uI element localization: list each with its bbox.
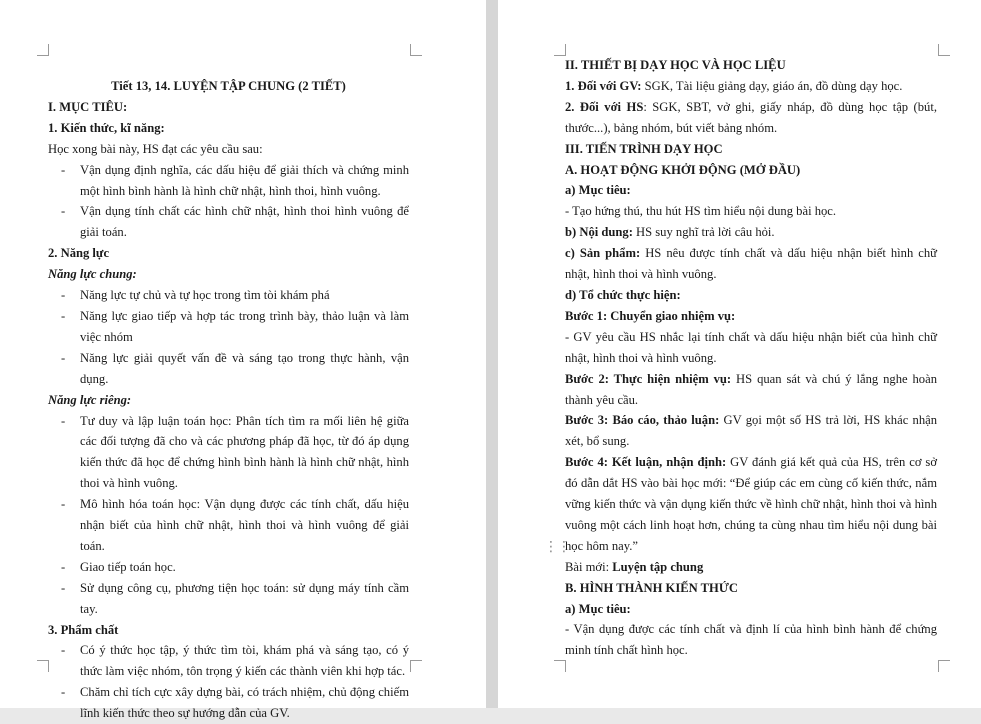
student-text: : SGK, SBT, vở ghi, giấy nháp, đồ dùng học tập (bút, thước...), bảng nhóm, bút viết bảng nhóm. bbox=[565, 99, 937, 135]
new-lesson-line bbox=[565, 557, 937, 578]
margin-mark-top-left bbox=[37, 44, 49, 56]
document-page-right bbox=[498, 0, 981, 708]
content-paragraph bbox=[565, 222, 937, 243]
step4-text: GV đánh giá kết quả của HS, trên cơ sở đó dẫn dắt HS vào bài học mới: “Để giúp các em cùng cố kiến thức, nắm vững kiến thức và vận dụng kiến thức về hình chữ nhật, hình thoi và hình vuông một cách linh hoạt hơn, chúng ta cùng nhau tìm hiểu nội dung bài học hôm nay.” bbox=[565, 455, 937, 553]
knowledge-skills-heading: 1. Kiến thức, kĩ năng: bbox=[48, 120, 165, 135]
teacher-text: SGK, Tài liệu giảng dạy, giáo án, đồ dùng dạy học. bbox=[641, 78, 903, 93]
margin-mark-bottom-left bbox=[554, 660, 566, 672]
left-page-content[interactable] bbox=[48, 76, 409, 724]
right-page-content[interactable] bbox=[565, 55, 937, 661]
knowledge-item: - Vận dụng định nghĩa, các dấu hiệu để giải thích và chứng minh một hình bình hành là hình chữ nhật, hình thoi, hình vuông. bbox=[48, 160, 409, 202]
step2-text: HS quan sát và chú ý lắng nghe hoàn thành yêu cầu. bbox=[565, 371, 937, 407]
specific-competency-heading: Năng lực riêng: bbox=[48, 392, 132, 407]
content-text: HS suy nghĩ trả lời câu hỏi. bbox=[632, 225, 775, 240]
product-text: HS nêu được tính chất và dấu hiệu nhận biết hình chữ nhật, hình thoi và hình vuông. bbox=[565, 246, 937, 282]
objectives-intro: Học xong bài này, HS đạt các yêu cầu sau: bbox=[48, 141, 263, 156]
step4-paragraph bbox=[565, 452, 937, 557]
drag-handle-icon[interactable]: ⋮⋮ bbox=[544, 539, 570, 555]
product-label: c) Sản phẩm: bbox=[565, 246, 641, 261]
knowledge-item: - Vận dụng tính chất các hình chữ nhật, hình thoi hình vuông để giải toán. bbox=[48, 201, 409, 243]
margin-mark-top-right bbox=[938, 44, 950, 56]
step1-heading: Bước 1: Chuyển giao nhiệm vụ: bbox=[565, 308, 736, 323]
product-paragraph bbox=[565, 243, 937, 285]
step3-paragraph bbox=[565, 410, 937, 452]
general-competency-heading: Năng lực chung: bbox=[48, 267, 137, 282]
specific-competency-item: - Tư duy và lập luận toán học: Phân tích tìm ra mối liên hệ giữa các đối tượng đã cho và các phương pháp đã học, từ đó áp dụng kiến thức đã học để chứng hình bình hành là hình chữ nhật, hình thoi và hình vuông. bbox=[48, 411, 409, 495]
step4-label: Bước 4: Kết luận, nhận định: bbox=[565, 455, 727, 470]
general-competency-item: - Năng lực tự chủ và tự học trong tìm tòi khám phá bbox=[48, 285, 409, 306]
qualities-heading: 3. Phẩm chất bbox=[48, 622, 119, 637]
goal-heading: a) Mục tiêu: bbox=[565, 183, 631, 198]
specific-competency-item: - Sử dụng công cụ, phương tiện học toán: sử dụng máy tính cầm tay. bbox=[48, 578, 409, 620]
student-materials bbox=[565, 97, 937, 139]
section-objectives-heading: I. MỤC TIÊU: bbox=[48, 99, 128, 114]
step1-text: - GV yêu cầu HS nhắc lại tính chất và dấu hiệu nhận biết của hình chữ nhật, hình thoi và hình vuông. bbox=[565, 329, 937, 365]
student-label: 2. Đối với HS bbox=[565, 99, 644, 114]
section-equipment-heading: II. THIẾT BỊ DẠY HỌC VÀ HỌC LIỆU bbox=[565, 58, 786, 72]
quality-item: - Có ý thức học tập, ý thức tìm tòi, khám phá và sáng tạo, có ý thức làm việc nhóm, tôn trọng ý kiến các thành viên khi hợp tác. bbox=[48, 640, 409, 682]
quality-item: - Chăm chỉ tích cực xây dựng bài, có trách nhiệm, chủ động chiếm lĩnh kiến thức theo sự hướng dẫn của GV. bbox=[48, 682, 409, 724]
page-gutter bbox=[486, 0, 498, 708]
step2-paragraph bbox=[565, 369, 937, 411]
activity-warmup-heading: A. HOẠT ĐỘNG KHỞI ĐỘNG (MỞ ĐẦU) bbox=[565, 162, 801, 177]
general-competency-item: - Năng lực giao tiếp và hợp tác trong trình bày, thảo luận và làm việc nhóm bbox=[48, 306, 409, 348]
step3-text: GV gọi một số HS trả lời, HS khác nhận xét, bổ sung. bbox=[565, 413, 937, 449]
new-lesson-title: Luyện tập chung bbox=[612, 559, 704, 574]
goal-b-heading: a) Mục tiêu: bbox=[565, 601, 631, 616]
section-process-heading: III. TIẾN TRÌNH DẠY HỌC bbox=[565, 141, 723, 156]
organization-heading: d) Tổ chức thực hiện: bbox=[565, 287, 681, 302]
margin-mark-bottom-right bbox=[938, 660, 950, 672]
teacher-label: 1. Đối với GV: bbox=[565, 78, 642, 93]
step2-label: Bước 2: Thực hiện nhiệm vụ: bbox=[565, 371, 732, 386]
activity-knowledge-heading: B. HÌNH THÀNH KIẾN THỨC bbox=[565, 580, 738, 595]
margin-mark-bottom-right bbox=[410, 660, 422, 672]
teacher-materials bbox=[565, 76, 937, 97]
goal-b-text: - Vận dụng được các tính chất và định lí của hình bình hành để chứng minh tính chất hình học. bbox=[565, 622, 937, 658]
new-lesson-label: Bài mới: bbox=[565, 559, 613, 574]
specific-competency-item: - Giao tiếp toán học. bbox=[48, 557, 409, 578]
goal-text: - Tạo hứng thú, thu hút HS tìm hiểu nội dung bài học. bbox=[565, 204, 837, 219]
margin-mark-top-right bbox=[410, 44, 422, 56]
document-page-left bbox=[0, 0, 486, 721]
content-label: b) Nội dung: bbox=[565, 225, 633, 240]
lesson-title: Tiết 13, 14. LUYỆN TẬP CHUNG (2 TIẾT) bbox=[111, 79, 346, 93]
competency-heading: 2. Năng lực bbox=[48, 246, 110, 261]
general-competency-item: - Năng lực giải quyết vấn đề và sáng tạo trong thực hành, vận dụng. bbox=[48, 348, 409, 390]
specific-competency-item: - Mô hình hóa toán học: Vận dụng được các tính chất, dấu hiệu nhận biết của hình chữ nhật, hình thoi và hình vuông để giải toán. bbox=[48, 494, 409, 557]
step3-label: Bước 3: Báo cáo, thảo luận: bbox=[565, 413, 720, 428]
